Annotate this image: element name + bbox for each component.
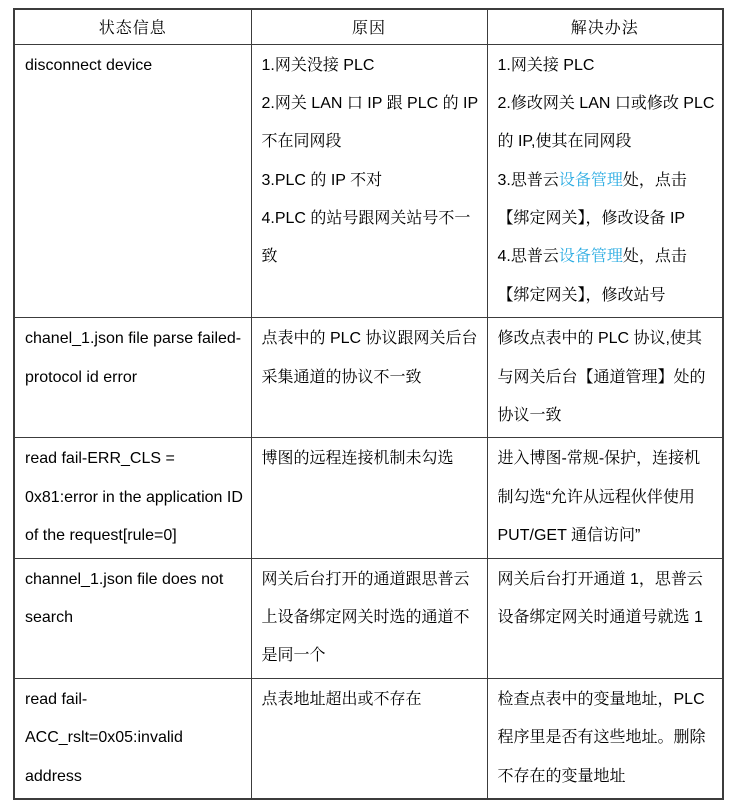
device-management-link: 设备管理	[558, 171, 623, 189]
cell-paragraph: 修改点表中的 PLC 协议,使其与网关后台【通道管理】处的协议一致	[497, 330, 706, 425]
troubleshooting-table	[13, 8, 724, 800]
cell-paragraph: 3.思普云设备管理处，点击【绑定网关】，修改设备 IP	[497, 171, 687, 228]
cell-paragraph: 2.网关 LAN 口 IP 跟 PLC 的 IP 不在同网段	[261, 94, 478, 151]
cell-paragraph: 1.网关没接 PLC	[261, 56, 375, 74]
cell-paragraph: 1.网关接 PLC	[497, 56, 595, 74]
table-row	[14, 558, 723, 678]
cell-paragraph: 4.PLC 的站号跟网关站号不一致	[261, 210, 471, 266]
cell-status	[14, 558, 251, 678]
cell-solution	[487, 558, 723, 678]
cell-reason	[251, 678, 487, 799]
cell-reason	[251, 318, 487, 438]
table-row	[14, 438, 723, 558]
cell-reason	[251, 438, 487, 558]
cell-paragraph: 点表中的 PLC 协议跟网关后台采集通道的协议不一致	[261, 330, 478, 386]
table-row	[14, 44, 723, 318]
cell-paragraph: 2.修改网关 LAN 口或修改 PLC 的 IP,使其在同网段	[497, 94, 715, 151]
cell-status	[14, 318, 251, 438]
cell-paragraph: disconnect device	[25, 56, 153, 74]
cell-paragraph: channel_1.json file does not search	[25, 570, 224, 626]
table-row	[14, 678, 723, 799]
cell-paragraph: 点表地址超出或不存在	[261, 690, 422, 708]
column-header-solution: 解决办法	[487, 9, 723, 44]
cell-paragraph: 博图的远程连接机制未勾选	[261, 450, 454, 468]
cell-reason	[251, 44, 487, 318]
cell-paragraph: 3.PLC 的 IP 不对	[261, 171, 383, 189]
table-body	[14, 44, 723, 799]
cell-paragraph: read fail-ERR_CLS = 0x81:error in the application ID of the request[rule=0]	[25, 450, 243, 545]
cell-reason	[251, 558, 487, 678]
cell-solution	[487, 678, 723, 799]
cell-paragraph: 检查点表中的变量地址，PLC 程序里是否有这些地址。删除不存在的变量地址	[497, 690, 706, 785]
cell-solution	[487, 438, 723, 558]
table-row	[14, 318, 723, 438]
table-header-row	[14, 9, 723, 44]
cell-paragraph: 网关后台打开通道 1，思普云设备绑定网关时通道号就选 1	[497, 570, 703, 626]
cell-paragraph: 4.思普云设备管理处，点击【绑定网关】，修改站号	[497, 248, 687, 304]
cell-paragraph: chanel_1.json file parse failed-protocol id error	[25, 330, 242, 386]
cell-status	[14, 438, 251, 558]
cell-paragraph: 进入博图-常规-保护，连接机制勾选“允许从远程伙伴使用 PUT/GET 通信访问”	[497, 450, 701, 545]
device-management-link: 设备管理	[558, 248, 623, 266]
cell-paragraph: read fail-ACC_rslt=0x05:invalid address	[25, 690, 183, 785]
column-header-status: 状态信息	[14, 9, 251, 44]
cell-paragraph: 网关后台打开的通道跟思普云上设备绑定网关时选的通道不是同一个	[261, 570, 470, 665]
column-header-reason: 原因	[251, 9, 487, 44]
cell-status	[14, 678, 251, 799]
cell-solution	[487, 44, 723, 318]
cell-status	[14, 44, 251, 318]
cell-solution	[487, 318, 723, 438]
document-page	[13, 8, 722, 800]
